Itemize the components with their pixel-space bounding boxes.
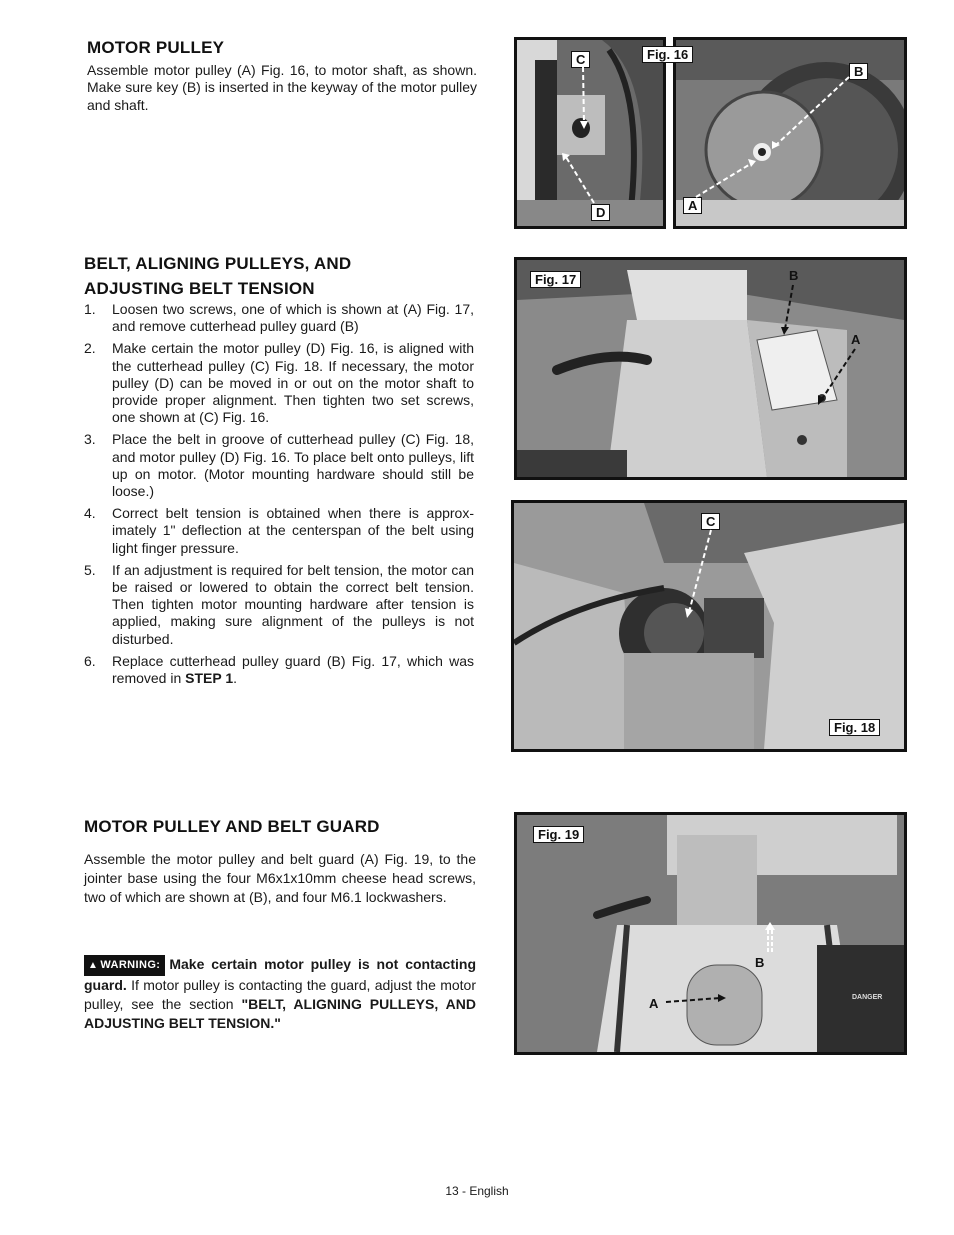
heading-belt-line2: ADJUSTING BELT TENSION: [84, 279, 315, 298]
warning-bold-text: Make certain motor pulley is not contacting guard.: [84, 956, 476, 993]
warning-paragraph: [84, 955, 476, 1033]
step-item: [84, 562, 474, 648]
step-text: Loosen two screws, one of which is shown at (A) Fig. 17, and remove cutterhead pulley guard (B): [112, 301, 474, 335]
fig16-callout-d: D: [591, 204, 610, 221]
warning-text: If motor pulley is contacting the guard, adjust the motor pulley, see the section: [84, 977, 476, 1012]
fig18-callout-c: C: [701, 513, 720, 530]
fig17-leader-lines: [514, 257, 907, 480]
step-text: Make certain the motor pulley (D) Fig. 16, is aligned with the cutterhead pulley (C) Fig. 18. If necessary, the motor pulley (D) can be moved in or out on the motor shaft to provide proper alignment. Then tighten two set screws, one shown at (C) Fig. 16.: [112, 340, 474, 426]
fig17-callout-b: B: [789, 268, 799, 283]
fig19-danger-label: DANGER: [852, 994, 883, 1001]
step-number: 2.: [84, 340, 96, 357]
step-item: [84, 505, 474, 557]
fig17-callout-a: A: [851, 332, 861, 347]
fig17-label: Fig. 17: [530, 271, 581, 288]
step-text-end: .: [233, 670, 238, 687]
heading-belt-guard: MOTOR PULLEY AND BELT GUARD: [84, 817, 380, 836]
step-number: 4.: [84, 505, 96, 522]
step-text: Correct belt tension is obtained when there is approx- imately 1" deflection at the centerspan of the belt using light finger pressure.: [112, 505, 474, 556]
fig19-leader-lines: [514, 812, 907, 1055]
warning-triangle-icon: ▲: [88, 960, 99, 971]
heading-belt-aligning: [84, 251, 351, 301]
step-number: 1.: [84, 301, 96, 317]
guard-paragraph: Assemble the motor pulley and belt guard (A) Fig. 19, to the jointer base using the four M6x1x10mm cheese head screws, two of which are shown at (B), and four M6.1 lockwashers.: [84, 851, 476, 905]
fig16-callout-b: B: [849, 63, 868, 80]
step-number: 5.: [84, 561, 96, 578]
fig19-callout-b: B: [755, 955, 765, 970]
fig16-label: Fig. 16: [642, 46, 693, 63]
heading-motor-pulley: MOTOR PULLEY: [87, 38, 225, 57]
fig16-callout-a: A: [683, 197, 702, 214]
belt-steps-list: [84, 301, 474, 692]
warning-badge-text: WARNING:: [100, 959, 161, 971]
step-text: Place the belt in groove of cutterhead pulley (C) Fig. 18, and motor pulley (D) Fig. 16. To place belt onto pulleys, lift up on motor. (Motor mounting hardware should still be loose.): [112, 431, 474, 500]
fig16-leader-lines: [514, 37, 907, 229]
step-item: [84, 431, 474, 500]
fig19-label: Fig. 19: [533, 826, 584, 843]
step-item: [84, 340, 474, 426]
step-item: [84, 653, 474, 687]
step-text: Replace cutterhead pulley guard (B) Fig. 17, which was removed in: [112, 652, 474, 687]
step-item: [84, 301, 474, 335]
motor-pulley-paragraph: Assemble motor pulley (A) Fig. 16, to motor shaft, as shown. Make sure key (B) is inserted in the keyway of the motor pulley and shaft.: [87, 62, 477, 113]
fig18-leader-lines: [511, 500, 907, 752]
step-number: 3.: [84, 431, 96, 448]
step-number: 6.: [84, 652, 96, 669]
warning-badge: [84, 955, 165, 976]
step-bold-ref: STEP 1: [185, 670, 234, 687]
fig16-callout-c: C: [571, 51, 590, 68]
warning-section-ref: "BELT, ALIGNING PULLEYS, AND ADJUSTING BELT TENSION.": [84, 996, 476, 1031]
heading-belt-line1: BELT, ALIGNING PULLEYS, AND: [84, 254, 352, 273]
step-text: If an adjustment is required for belt tension, the motor can be raised or lowered to obtain the correct belt tension. Then tighten motor mounting hardware after tension is applied, making sure alignment of the pulleys is not disturbed.: [112, 561, 474, 647]
fig18-label: Fig. 18: [829, 719, 880, 736]
fig19-callout-a: A: [649, 996, 659, 1011]
page-footer: 13 - English: [445, 1184, 509, 1198]
